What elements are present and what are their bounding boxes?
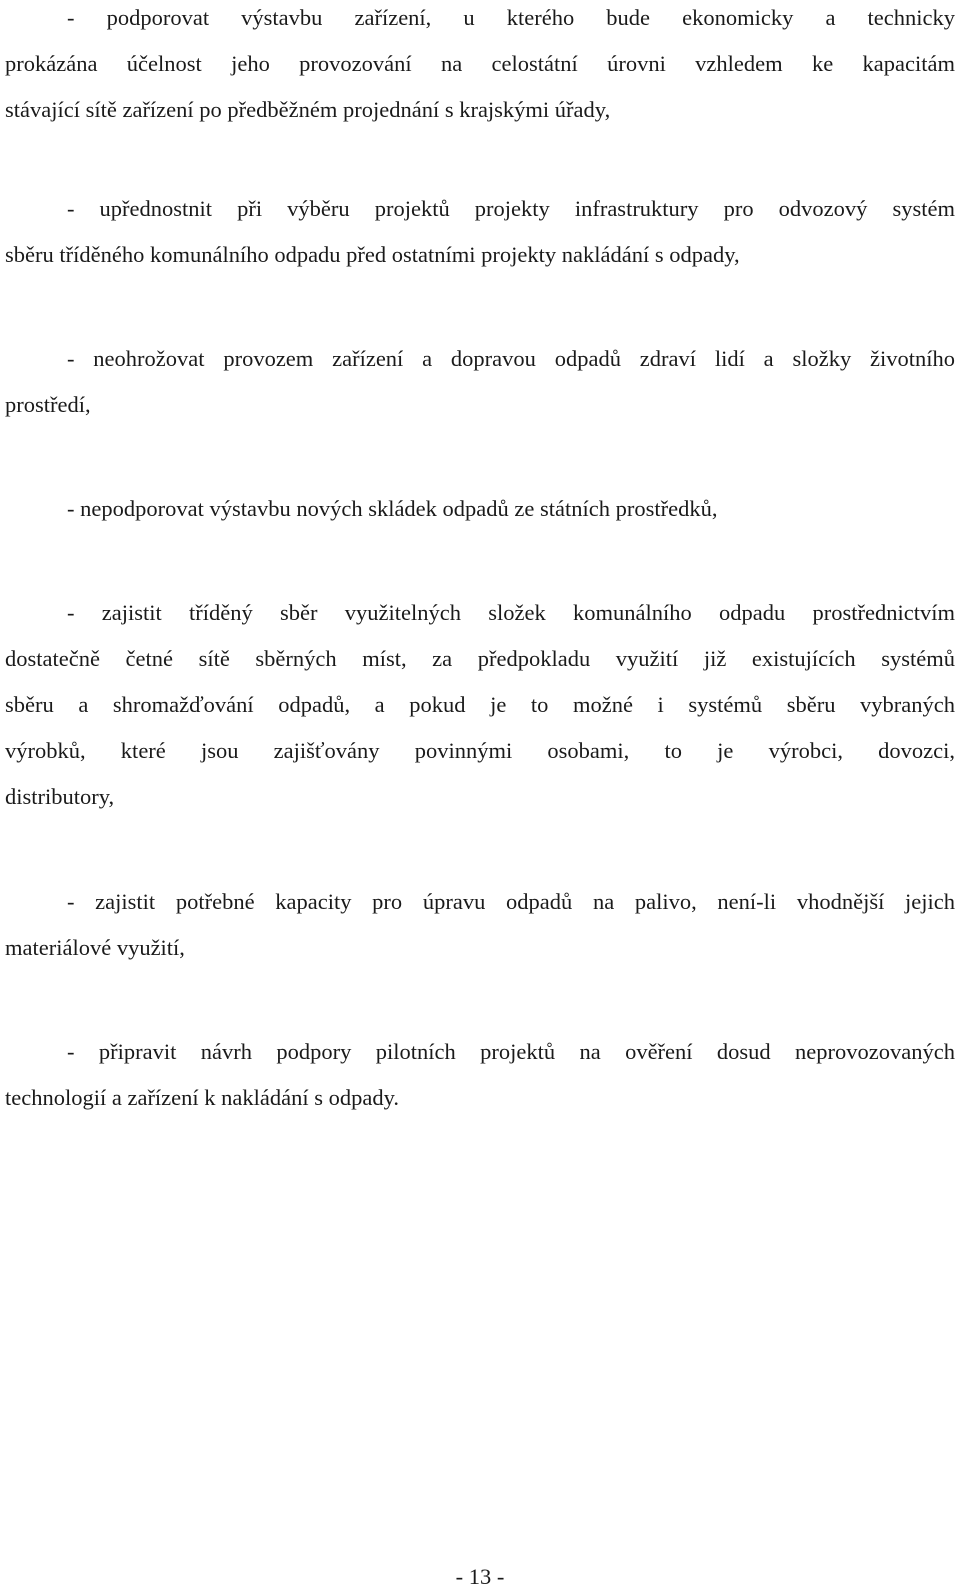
- paragraph-line: prostředí,: [5, 392, 91, 417]
- paragraph-line: prokázána účelnost jeho provozování na celostátní úrovni vzhledem ke kapacitám: [5, 51, 955, 76]
- paragraph-line: stávající sítě zařízení po předběžném projednání s krajskými úřady,: [5, 97, 611, 122]
- paragraph-line: - zajistit tříděný sběr využitelných složek komunálního odpadu prostřednictvím: [67, 600, 955, 625]
- paragraph-line: - zajistit potřebné kapacity pro úpravu odpadů na palivo, není-li vhodnější jejich: [67, 889, 955, 914]
- paragraph-2: [5, 186, 955, 278]
- paragraph-line: materiálové využití,: [5, 935, 185, 960]
- paragraph-line: sběru a shromažďování odpadů, a pokud je to možné i systémů sběru vybraných: [5, 692, 955, 717]
- paragraph-4: [5, 486, 955, 532]
- paragraph-line: - neohrožovat provozem zařízení a dopravou odpadů zdraví lidí a složky životního: [67, 346, 955, 371]
- paragraph-line: distributory,: [5, 784, 115, 809]
- paragraph-1: [5, 0, 955, 133]
- paragraph-3: [5, 336, 955, 428]
- paragraph-line: - upřednostnit při výběru projektů projekty infrastruktury pro odvozový systém: [67, 196, 955, 221]
- paragraph-line: - připravit návrh podpory pilotních projektů na ověření dosud neprovozovaných: [67, 1039, 955, 1064]
- page-number: - 13 -: [455, 1564, 505, 1589]
- paragraph-line: dostatečně četné sítě sběrných míst, za předpokladu využití již existujících systémů: [5, 646, 955, 671]
- paragraph-5: [5, 590, 955, 820]
- paragraph-line: - podporovat výstavbu zařízení, u kterého bude ekonomicky a technicky: [67, 5, 955, 30]
- paragraph-7: [5, 1029, 955, 1121]
- paragraph-6: [5, 879, 955, 971]
- paragraph-line: technologií a zařízení k nakládání s odpady.: [5, 1085, 400, 1110]
- document-page: [5, 0, 955, 1593]
- paragraph-line: - nepodporovat výstavbu nových skládek odpadů ze státních prostředků,: [67, 496, 718, 521]
- paragraph-line: sběru tříděného komunálního odpadu před ostatními projekty nakládání s odpady,: [5, 242, 740, 267]
- paragraph-line: výrobků, které jsou zajišťovány povinnými osobami, to je výrobci, dovozci,: [5, 738, 955, 763]
